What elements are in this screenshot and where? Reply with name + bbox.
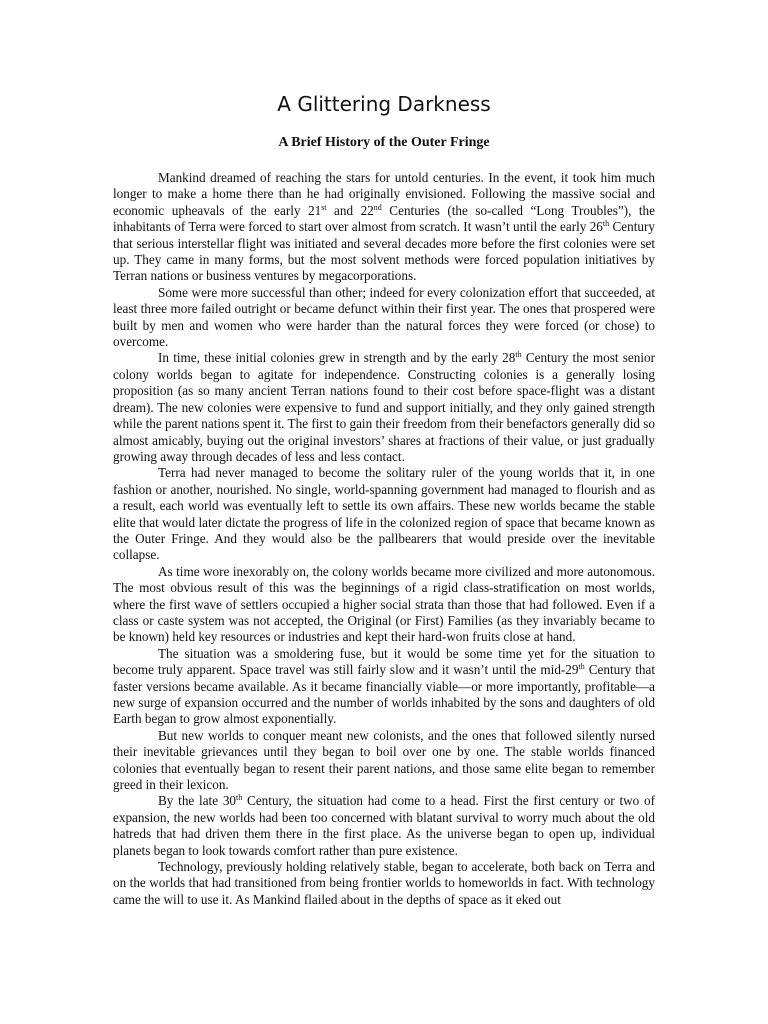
paragraph-1: Mankind dreamed of reaching the stars for untold centuries. In the event, it took him much longer to make a home there than he had originally envisioned. Following the massive social and economic upheavals of the early 21st and 22nd Centuries (the so-called “Long Troubles”), the inhabitants of Terra were forced to start over almost from scratch. It wasn’t until the early 26th Century that serious interstellar flight was initiated and several decades more before the first colonies were set up. They came in many forms, but the most solvent methods were forced population initiatives by Terran nations or business ventures by megacorporations. <box>113 170 655 284</box>
paragraph-8: By the late 30th Century, the situation had come to a head. First the first century or two of expansion, the new worlds had been too concerned with blatant survival to worry much about the old hatreds that had driven them there in the first place. As the universe began to open up, individual planets began to look towards comfort rather than pure existence. <box>113 793 655 858</box>
paragraph-5: As time wore inexorably on, the colony worlds became more civilized and more autonomous. The most obvious result of this was the beginnings of a rigid class-stratification on most worlds, where the first wave of settlers occupied a higher social strata than those that had followed. Even if a class or caste system was not accepted, the Original (or First) Families (as they invariably became to be known) held key resources or industries and kept their hard-won fruits close at hand. <box>113 563 655 645</box>
document-title: A Glittering Darkness <box>277 92 491 116</box>
paragraph-3: In time, these initial colonies grew in strength and by the early 28th Century the most senior colony worlds began to agitate for independence. Constructing colonies is a generally losing proposition (as so many ancient Terran nations found to their cost before space-flight was a distant dream). The new colonies were expensive to fund and support initially, and they only gained strength while the parent nations spent it. The first to gain their freedom from their benefactors generally did so almost amicably, buying out the original investors’ shares at fractions of their value, or just gradually growing away through decades of less and less contact. <box>113 350 655 464</box>
paragraph-4: Terra had never managed to become the solitary ruler of the young worlds that it, in one fashion or another, nourished. No single, world-spanning government had managed to flourish and as a result, each world was eventually left to settle its own affairs. These new worlds became the stable elite that would later dictate the progress of life in the colonized region of space that became known as the Outer Fringe. And they would also be the pallbearers that would preside over the inevitable collapse. <box>113 465 655 563</box>
document-subtitle: A Brief History of the Outer Fringe <box>278 135 490 150</box>
paragraph-6: The situation was a smoldering fuse, but it would be some time yet for the situation to become truly apparent. Space travel was still fairly slow and it wasn’t until the mid-29th Century that faster versions became available. As it became financially viable—or more importantly, profitable—a new surge of expansion occurred and the number of worlds inhabited by the sons and daughters of old Earth began to grow almost exponentially. <box>113 645 655 727</box>
document-body <box>113 170 655 908</box>
paragraph-9: Technology, previously holding relatively stable, began to accelerate, both back on Terra and on the worlds that had transitioned from being frontier worlds to homeworlds in fact. With technology came the will to use it. As Mankind flailed about in the depths of space as it eked out <box>113 859 655 907</box>
paragraph-7: But new worlds to conquer meant new colonists, and the ones that followed silently nursed their inevitable grievances until they began to boil over one by one. The stable worlds financed colonies that eventually began to resent their parent nations, and those same elite began to remember greed in their lexicon. <box>113 727 655 793</box>
paragraph-2: Some were more successful than other; indeed for every colonization effort that succeeded, at least three more failed outright or became defunct within their first year. The ones that prospered were built by men and women who were harder than the natural forces they were forced (or chose) to overcome. <box>113 284 655 350</box>
